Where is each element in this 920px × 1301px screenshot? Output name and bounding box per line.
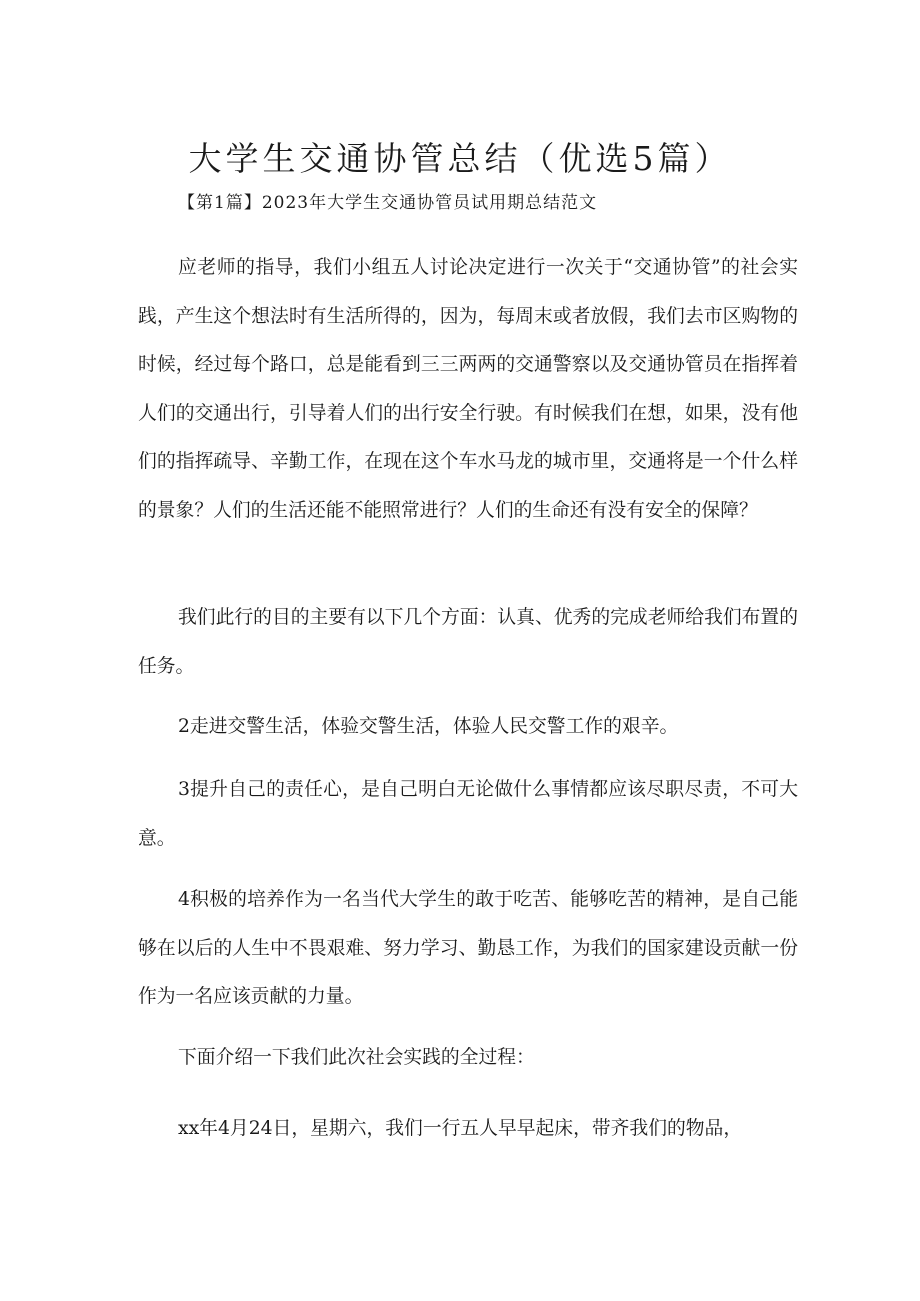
paragraph-3: 2走进交警生活，体验交警生活，体验人民交警工作的艰辛。	[178, 716, 679, 737]
section-heading: 【第1篇】2023年大学生交通协管员试用期总结范文	[178, 193, 598, 213]
paragraph-7: xx年4月24日，星期六，我们一行五人早早起床，带齐我们的物品，	[178, 1118, 743, 1139]
paragraph-1: 应老师的指导，我们小组五人讨论决定进行一次关于“交通协管”的社会实践，产生这个想法时有生活所得的，因为，每周末或者放假，我们去市区购物的时候，经过每个路口，总是能看到三三两两的交通警察以及交通协管员在指挥着人们的交通出行，引导着人们的出行安全行驶。有时候我们在想，如果，没有他们的指挥疏导、辛勤工作，在现在这个车水马龙的城市里，交通将是一个什么样的景象？人们的生活还能不能照常进行？人们的生命还有没有安全的保障？	[138, 257, 798, 521]
document-title: 大学生交通协管总结（优选5篇）	[188, 139, 732, 179]
paragraph-4: 3提升自己的责任心，是自己明白无论做什么事情都应该尽职尽责，不可大意。	[138, 779, 798, 849]
paragraph-6: 下面介绍一下我们此次社会实践的全过程：	[178, 1047, 535, 1068]
paragraph-5: 4积极的培养作为一名当代大学生的敢于吃苦、能够吃苦的精神，是自己能够在以后的人生中不畏艰难、努力学习、勤恳工作，为我们的国家建设贡献一份作为一名应该贡献的力量。	[138, 889, 798, 1007]
paragraph-2: 我们此行的目的主要有以下几个方面：认真、优秀的完成老师给我们布置的任务。	[138, 607, 798, 677]
